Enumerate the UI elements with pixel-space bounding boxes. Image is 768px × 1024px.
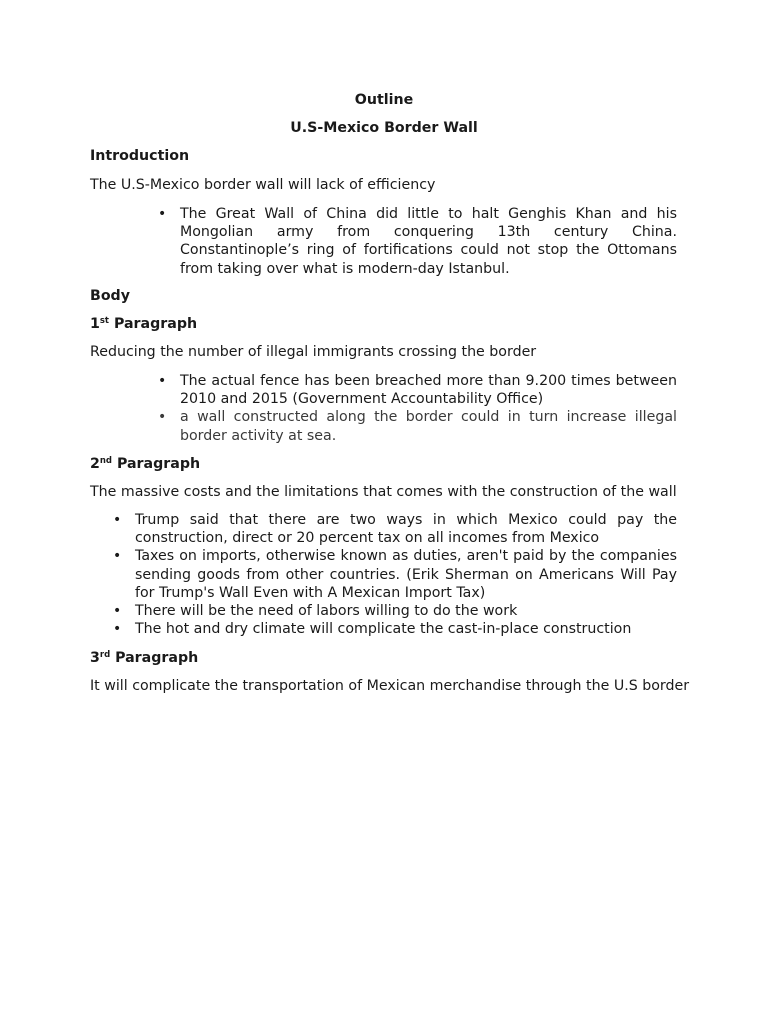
introduction-heading: Introduction <box>90 148 190 164</box>
list-item <box>113 547 677 602</box>
list-item <box>113 620 677 638</box>
heading-text: Paragraph <box>112 456 201 472</box>
heading-ordinal: rd <box>99 650 111 660</box>
paragraph1-topic: Reducing the number of illegal immigrants crossing the border <box>90 344 537 360</box>
heading-ordinal: nd <box>99 456 113 466</box>
document-title: Outline <box>354 92 414 108</box>
list-item-text: a wall constructed along the border could in turn increase illegal border activity at sea. <box>180 409 677 444</box>
list-item <box>158 408 677 444</box>
bullet-icon: • <box>113 621 122 638</box>
paragraph3-heading <box>90 649 198 667</box>
body-heading: Body <box>90 288 130 304</box>
heading-number: 2 <box>90 456 100 472</box>
list-item-text: There will be the need of labors willing to do the work <box>135 603 518 620</box>
list-item <box>158 372 677 408</box>
paragraph1-bullet-list <box>158 372 677 445</box>
heading-ordinal: st <box>99 316 109 326</box>
heading-number: 1 <box>90 316 100 332</box>
list-item-text: The actual fence has been breached more than 9.200 times between 2010 and 2015 (Government Accountability Office) <box>180 373 677 408</box>
bullet-icon: • <box>113 512 122 528</box>
list-item-text: The hot and dry climate will complicate the cast-in-place construction <box>135 621 632 638</box>
introduction-thesis: The U.S-Mexico border wall will lack of efficiency <box>90 177 436 193</box>
list-item-text: Trump said that there are two ways in which Mexico could pay the construction, direct or 20 percent tax on all incomes from Mexico <box>135 512 677 547</box>
list-item <box>158 205 677 278</box>
heading-text: Paragraph <box>110 650 199 666</box>
heading-text: Paragraph <box>109 316 198 332</box>
bullet-icon: • <box>113 548 122 565</box>
list-item-text: The Great Wall of China did little to halt Genghis Khan and his Mongolian army from conquering 13th century China. Constantinople’s ring of fortifications could not stop the Ottomans from taking over what is modern-day Istanbul. <box>180 206 677 277</box>
bullet-icon: • <box>158 206 167 222</box>
paragraph2-bullet-list <box>113 511 677 638</box>
bullet-icon: • <box>113 603 122 620</box>
bullet-icon: • <box>158 409 167 426</box>
paragraph1-heading <box>90 315 197 333</box>
paragraph2-topic: The massive costs and the limitations that comes with the construction of the wall <box>90 484 677 500</box>
bullet-icon: • <box>158 373 167 389</box>
list-item <box>113 511 677 547</box>
list-item <box>113 602 677 620</box>
heading-number: 3 <box>90 650 100 666</box>
paragraph3-topic: It will complicate the transportation of Mexican merchandise through the U.S border <box>90 678 690 694</box>
paragraph2-heading <box>90 455 200 473</box>
introduction-bullet-list <box>158 205 677 278</box>
list-item-text: Taxes on imports, otherwise known as duties, aren't paid by the companies sending goods from other countries. (Erik Sherman on Americans Will Pay for Trump's Wall Even with A Mexican Import Tax) <box>135 548 677 601</box>
document-subtitle: U.S-Mexico Border Wall <box>290 120 478 136</box>
